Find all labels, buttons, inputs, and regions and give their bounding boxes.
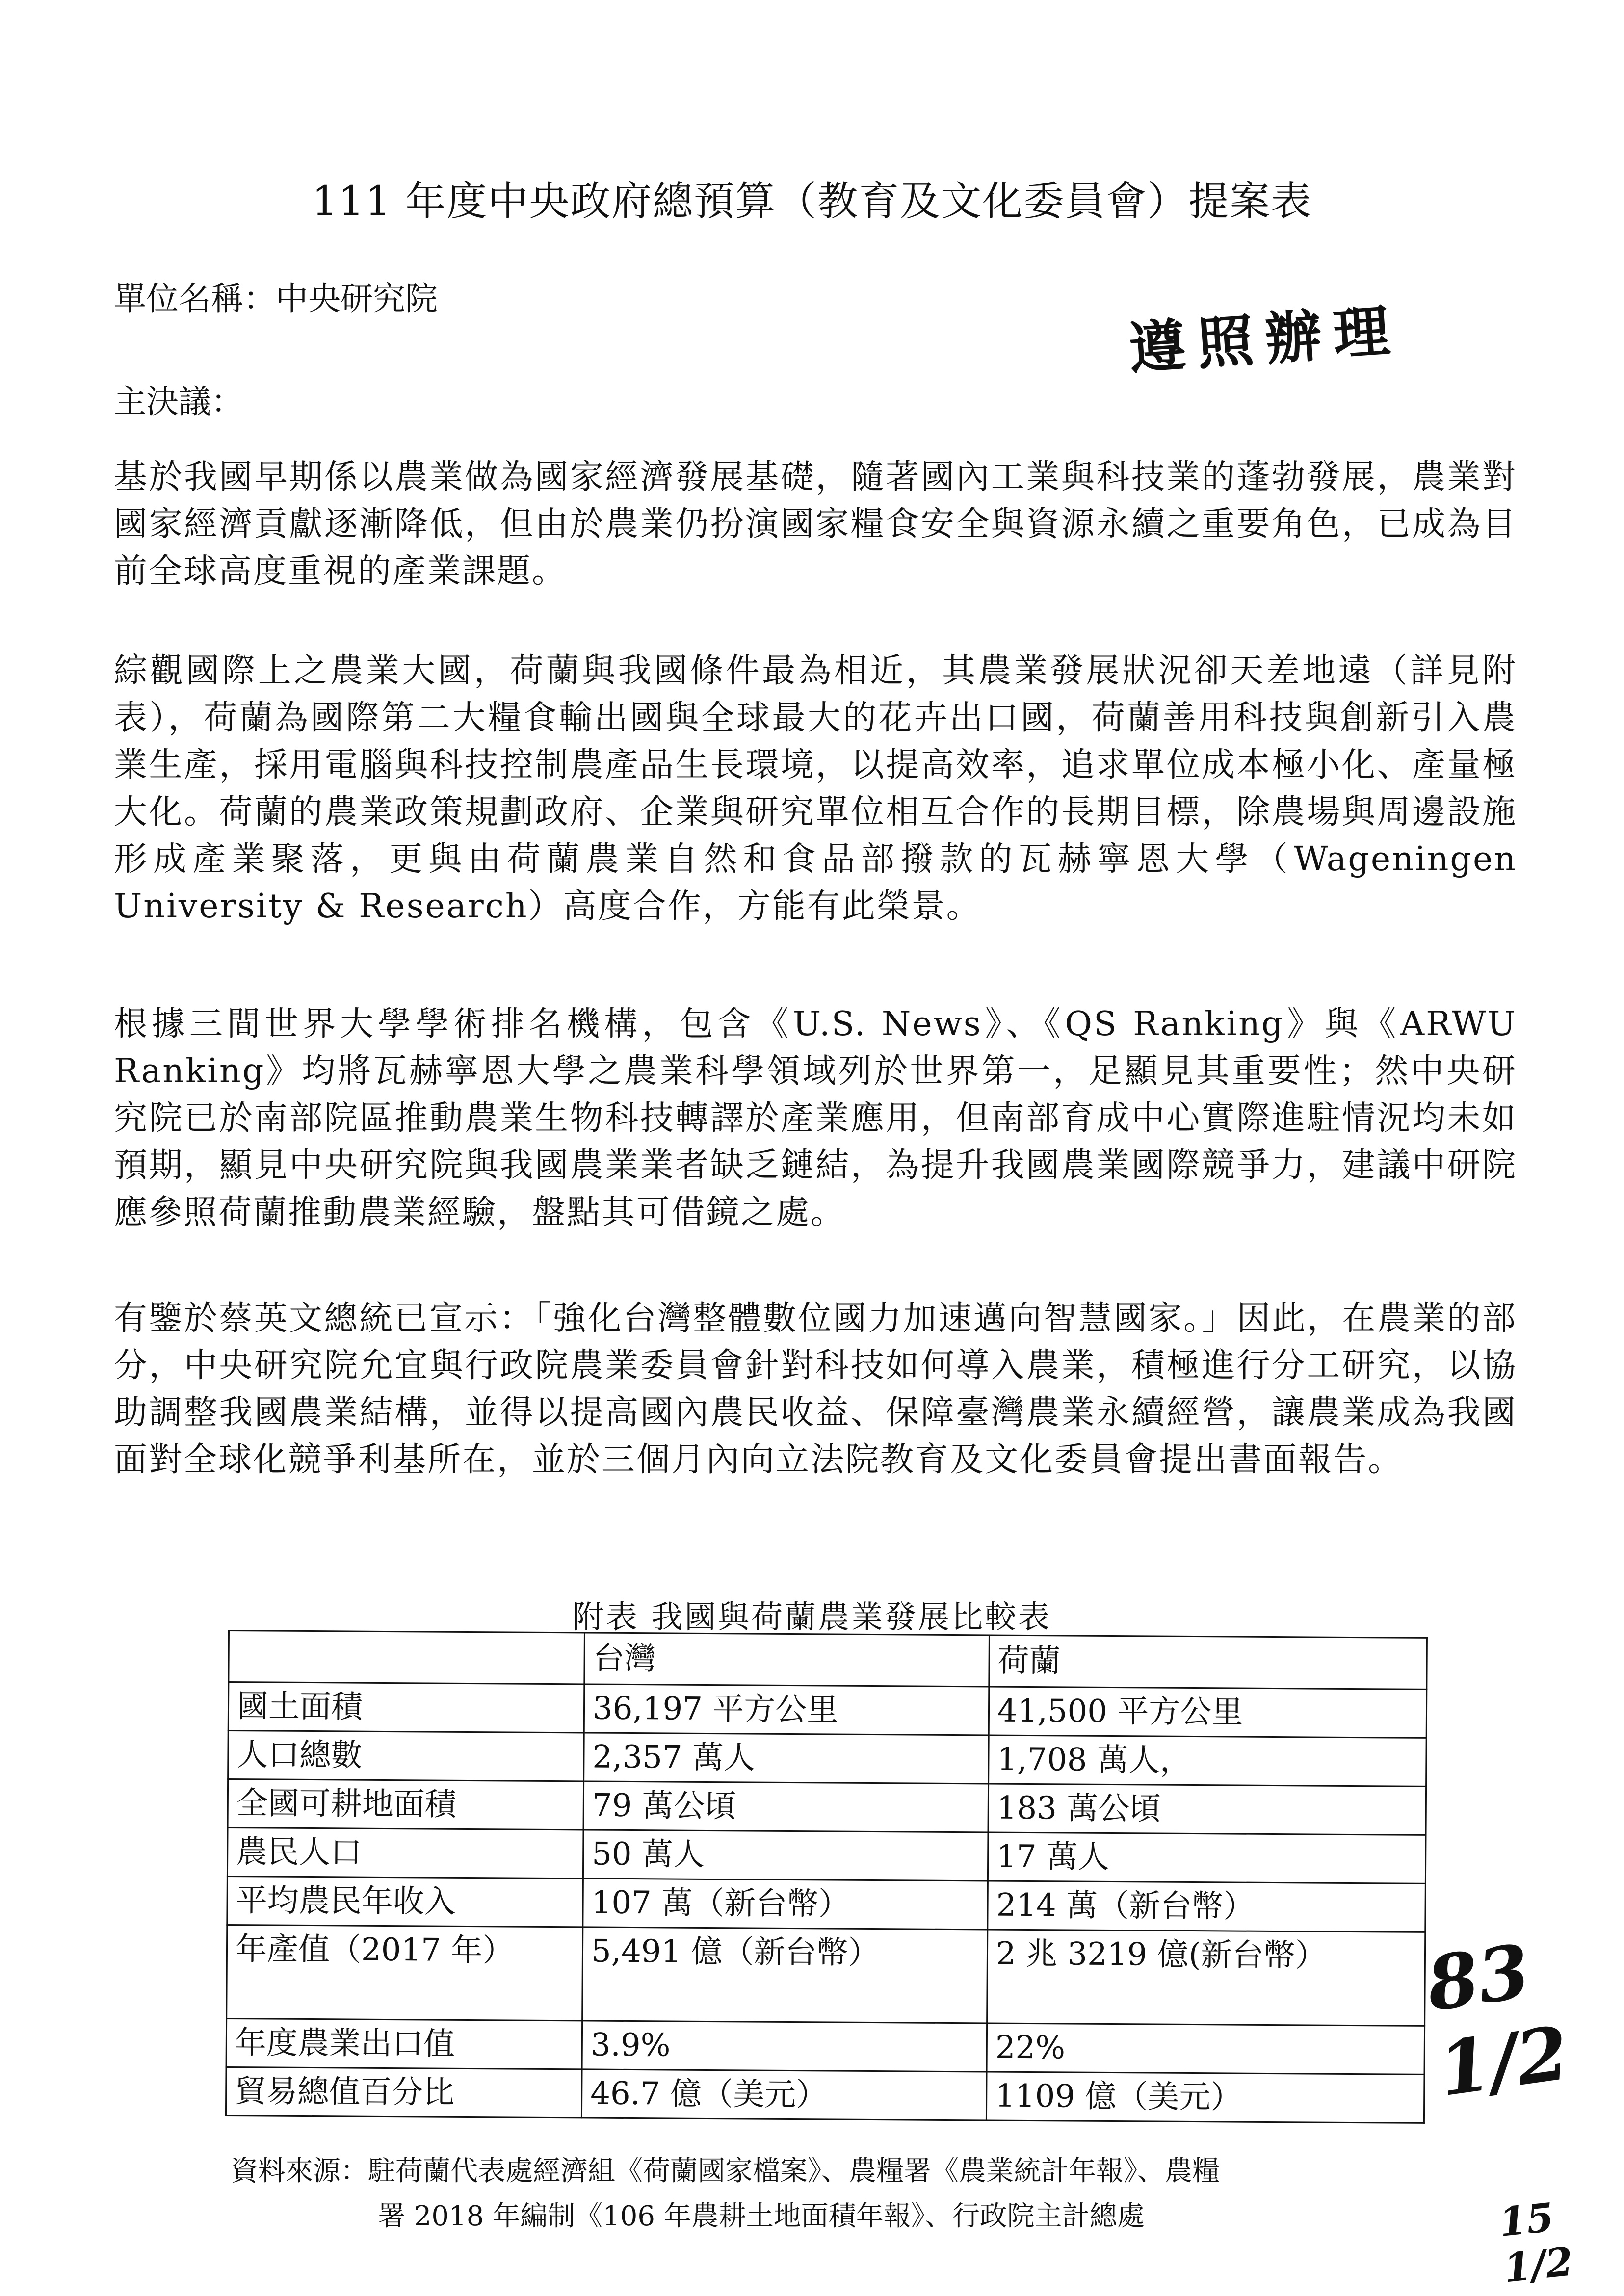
table-row — [227, 1925, 1425, 2026]
netherlands-value: 183 萬公頃 — [988, 1784, 1426, 1835]
table-caption: 附表 我國與荷蘭農業發展比較表 — [572, 1599, 1052, 1636]
row-label: 農民人口 — [227, 1828, 583, 1879]
unit-value: 中央研究院 — [276, 280, 438, 317]
table-row — [226, 2067, 1424, 2123]
paragraph-2: 綜觀國際上之農業大國，荷蘭與我國條件最為相近，其農業發展狀況卻天差地遠（詳見附表），荷蘭為國際第二大糧食輸出國與全球最大的花卉出口國，荷蘭善用科技與創新引入農業生產，採用電腦與科技控制農產品生長環境，以提高效率，追求單位成本極小化、產量極大化。荷蘭的農業政策規劃政府、企業與研究單位相互合作的長期目標，除農場與周邊設施形成產業聚落，更與由荷蘭農業自然和食品部撥款的瓦赫寧恩大學（Wageningen University & Research）高度合作，方能有此榮景。 — [114, 652, 1517, 926]
taiwan-value: 46.7 億（美元） — [581, 2069, 987, 2120]
row-label: 國土面積 — [228, 1682, 584, 1733]
row-label: 年度農業出口值 — [226, 2018, 582, 2069]
data-source-note — [231, 2149, 1408, 2239]
netherlands-value: 1109 億（美元） — [986, 2072, 1424, 2123]
taiwan-value: 50 萬人 — [583, 1830, 988, 1881]
netherlands-value: 41,500 平方公里 — [989, 1687, 1427, 1738]
netherlands-value: 1,708 萬人， — [989, 1735, 1427, 1786]
table-row — [227, 1876, 1426, 1932]
taiwan-value: 107 萬（新台幣） — [583, 1879, 988, 1930]
paragraph-3: 根據三間世界大學學術排名機構，包含《U.S. News》、《QS Ranking》與《ARWU Ranking》均將瓦赫寧恩大學之農業科學領域列於世界第一，足顯見其重要性；然中央研究院已於南部院區推動農業生物科技轉譯於產業應用，但南部育成中心實際進駐情況均未如預期，顯見中央研究院與我國農業業者缺乏鏈結，為提升我國農業國際競爭力，建議中研院應參照荷蘭推動農業經驗，盤點其可借鏡之處。 — [114, 1005, 1517, 1232]
table-row — [227, 1828, 1426, 1884]
table-row — [228, 1731, 1427, 1787]
header-cell-taiwan: 台灣 — [584, 1633, 990, 1687]
table-row — [228, 1682, 1427, 1738]
netherlands-value: 17 萬人 — [988, 1832, 1426, 1883]
taiwan-value: 79 萬公頃 — [583, 1781, 989, 1832]
source-line-1: 資料來源：駐荷蘭代表處經濟組《荷蘭國家檔案》、農糧署《農業統計年報》、農糧 — [231, 2155, 1220, 2187]
document-title: 111 年度中央政府總預算（教育及文化委員會）提案表 — [312, 178, 1312, 225]
taiwan-value: 36,197 平方公里 — [584, 1684, 989, 1735]
header-cell-netherlands: 荷蘭 — [989, 1635, 1427, 1689]
row-label: 年產值（2017 年） — [227, 1925, 583, 2020]
handwritten-page-mark: 15 1/2 — [1496, 2193, 1575, 2292]
table-header-row — [229, 1631, 1427, 1690]
paragraph-4: 有鑒於蔡英文總統已宣示：「強化台灣整體數位國力加速邁向智慧國家。」因此，在農業的部分，中央研究院允宜與行政院農業委員會針對科技如何導入農業，積極進行分工研究，以協助調整我國農業結構，並得以提高國內農民收益、保障臺灣農業永續經營，讓農業成為我國面對全球化競爭利基所在，並於三個月內向立法院教育及文化委員會提出書面報告。 — [114, 1299, 1517, 1479]
row-label: 貿易總值百分比 — [226, 2067, 582, 2117]
source-line-2: 署 2018 年編制《106 年農耕土地面積年報》、行政院主計總處 — [378, 2200, 1145, 2232]
paragraph-1: 基於我國早期係以農業做為國家經濟發展基礎，隨著國內工業與科技業的蓬勃發展，農業對國家經濟貢獻逐漸降低，但由於農業仍扮演國家糧食安全與資源永續之重要角色，已成為目前全球高度重視的產業課題。 — [114, 458, 1517, 591]
comparison-table — [225, 1630, 1428, 2124]
resolution-label: 主決議： — [114, 383, 243, 420]
netherlands-value: 22% — [987, 2023, 1425, 2074]
netherlands-value: 214 萬（新台幣） — [988, 1881, 1426, 1932]
row-label: 人口總數 — [228, 1731, 584, 1781]
taiwan-value: 2,357 萬人 — [584, 1733, 989, 1784]
taiwan-value: 5,491 億（新台幣） — [582, 1927, 988, 2023]
approval-stamp: 遵照辦理 — [1126, 297, 1404, 383]
unit-label: 單位名稱： — [114, 280, 276, 317]
row-label: 平均農民年收入 — [227, 1876, 583, 1927]
header-cell-blank — [229, 1631, 585, 1684]
taiwan-value: 3.9% — [582, 2021, 987, 2072]
unit-name — [114, 272, 438, 319]
table-row — [228, 1779, 1426, 1835]
handwritten-page-mark: 83 1/2 — [1421, 1928, 1574, 2113]
row-label: 全國可耕地面積 — [228, 1779, 584, 1830]
table-row — [226, 2018, 1425, 2074]
netherlands-value: 2 兆 3219 億(新台幣） — [987, 1930, 1425, 2026]
